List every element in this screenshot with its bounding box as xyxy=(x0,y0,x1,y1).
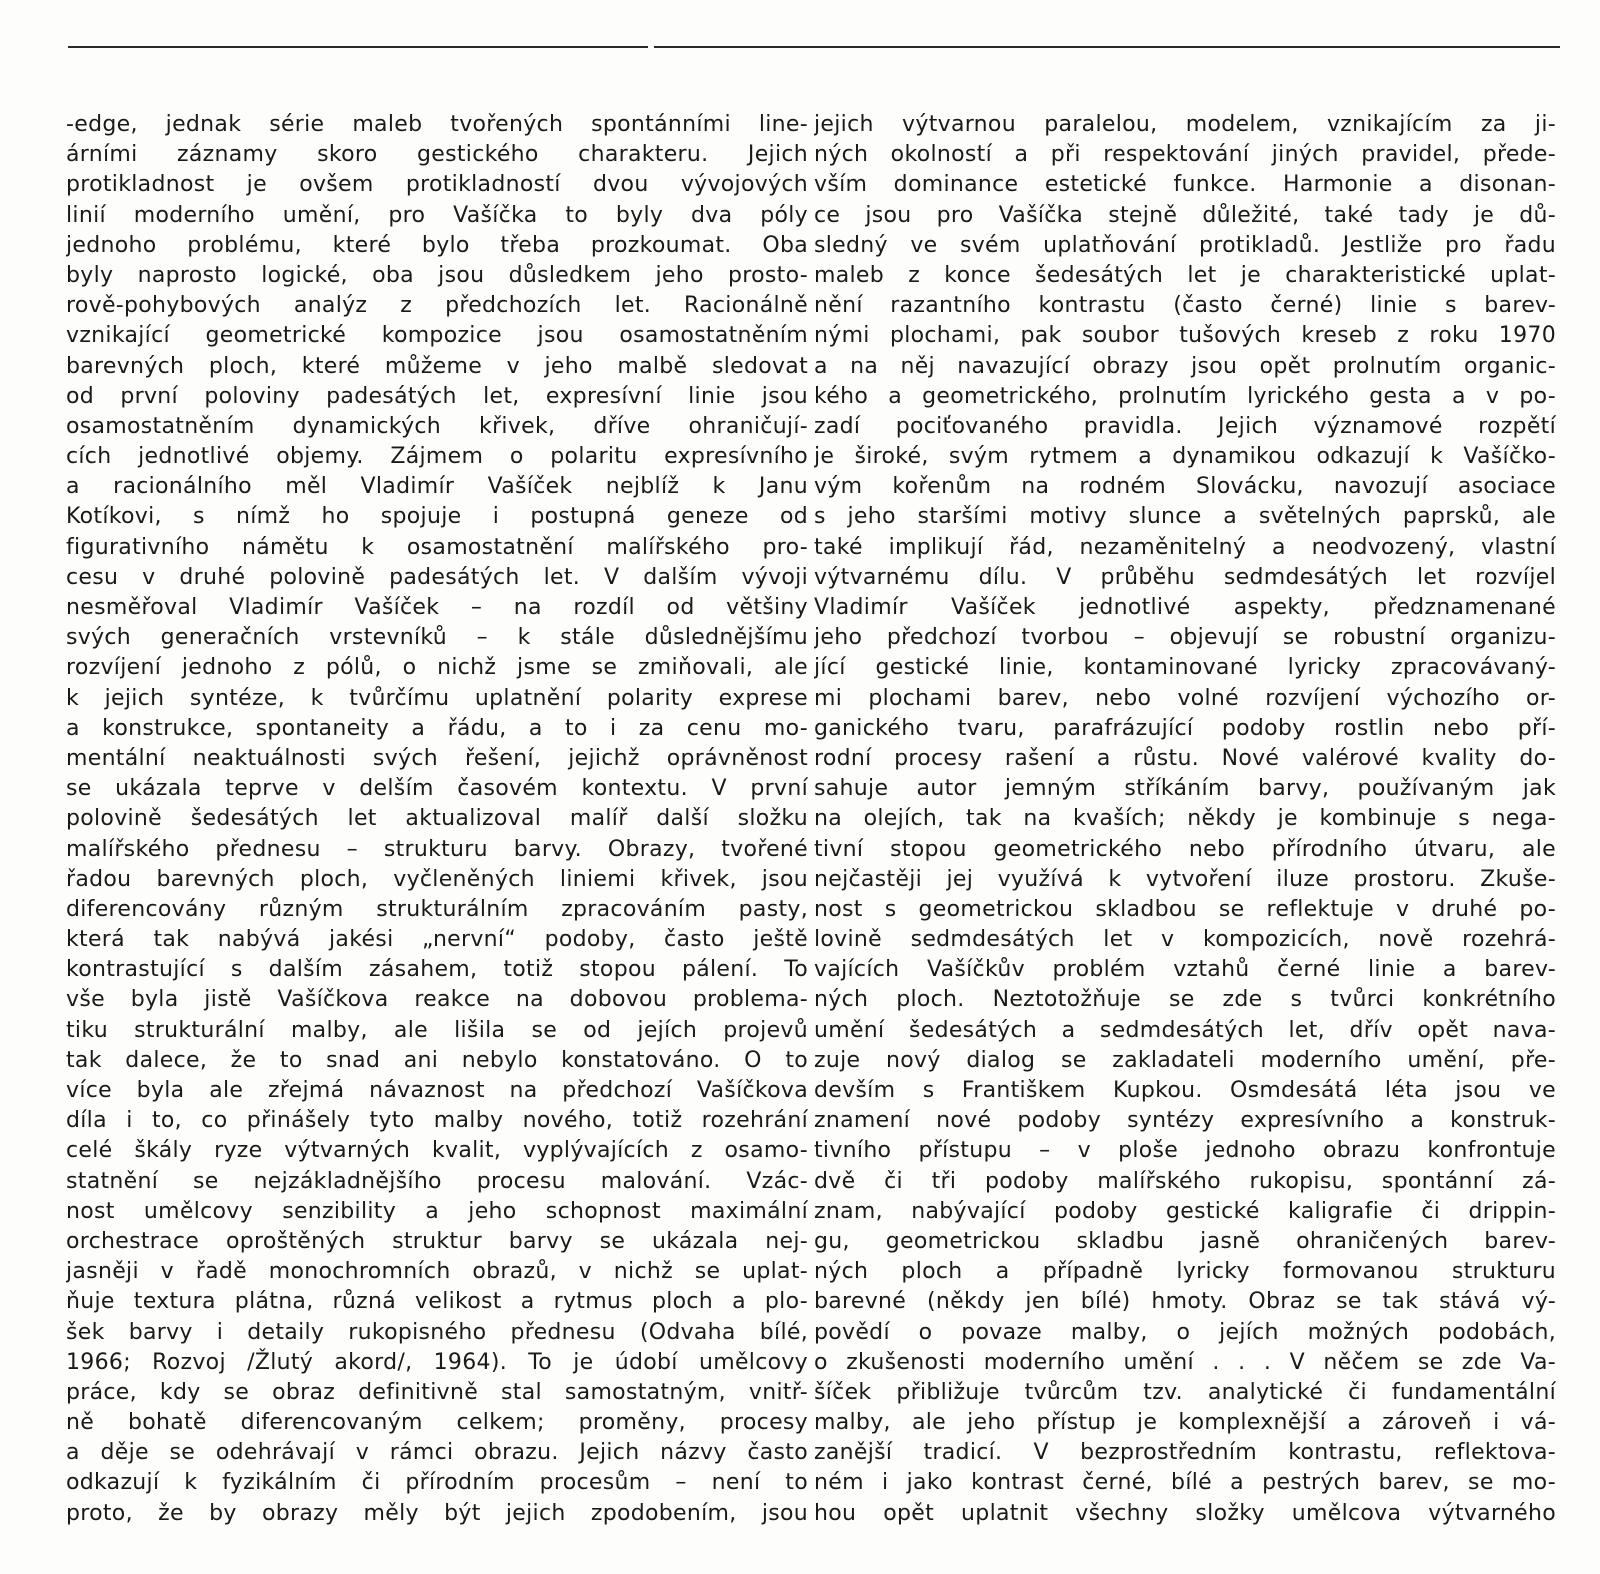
text-line: šíček přibližuje tvůrcům tzv. analytické či fundamentální xyxy=(814,1379,1556,1405)
text-line: orchestrace oproštěných struktur barvy se ukázala nej- xyxy=(66,1228,808,1254)
text-line: práce, kdy se obraz definitivně stal samostatným, vnitř- xyxy=(66,1379,808,1405)
left-text-column xyxy=(66,110,808,1540)
text-line: nění razantního kontrastu (často černé) linie s barev- xyxy=(814,293,1556,319)
text-line: rově-pohybových analýz z předchozích let. Racionálně xyxy=(66,293,808,319)
text-line: svých generačních vrstevníků – k stále důslednějšímu xyxy=(66,625,808,651)
text-line: zuje nový dialog se zakladateli moderního umění, pře- xyxy=(814,1047,1556,1073)
text-line: ných okolností a při respektování jiných pravidel, přede- xyxy=(814,142,1556,168)
text-line: jeho předchozí tvorbou – objevují se robustní organizu- xyxy=(814,625,1556,651)
text-line: vznikající geometrické kompozice jsou osamostatněním xyxy=(66,323,808,349)
text-line: vším dominance estetické funkce. Harmonie a disonan- xyxy=(814,172,1556,198)
text-line: kontrastující s dalším zásahem, totiž stopou pálení. To xyxy=(66,957,808,983)
text-line: cích jednotlivé objemy. Zájmem o polaritu expresívního xyxy=(66,444,808,470)
top-rule-left xyxy=(68,46,648,48)
text-line: rozvíjení jednoho z pólů, o nichž jsme se zmiňovali, ale xyxy=(66,655,808,681)
text-line: -edge, jednak série maleb tvořených spontánními line- xyxy=(66,112,808,137)
text-line: devším s Františkem Kupkou. Osmdesátá léta jsou ve xyxy=(814,1078,1556,1103)
text-line: nejčastěji jej využívá k vytvoření iluze prostoru. Zkuše- xyxy=(814,866,1556,892)
text-line: ňuje textura plátna, různá velikost a rytmus ploch a plo- xyxy=(66,1289,808,1315)
text-line: tivní stopou geometrického nebo přírodního útvaru, ale xyxy=(814,836,1556,862)
text-line: výtvarnému dílu. V průběhu sedmdesátých let rozvíjel xyxy=(814,564,1556,590)
text-line: je široké, svým rytmem a dynamikou odkazují k Vašíčko- xyxy=(814,444,1556,470)
text-line: linií moderního umění, pro Vašíčka to byly dva póly xyxy=(66,202,808,228)
text-line: figurativního námětu k osamostatnění malířského pro- xyxy=(66,534,808,560)
right-text-column xyxy=(814,110,1556,1540)
text-line: malířského přednesu – strukturu barvy. Obrazy, tvořené xyxy=(66,836,808,862)
text-line: ných ploch a případně lyricky formovanou strukturu xyxy=(814,1259,1556,1285)
text-line: jednoho problému, které bylo třeba prozkoumat. Oba xyxy=(66,232,808,258)
text-line: znamení nové podoby syntézy expresívního a konstruk- xyxy=(814,1108,1556,1134)
text-line: vým kořenům na rodném Slovácku, navozují asociace xyxy=(814,474,1556,500)
text-line: árními záznamy skoro gestického charakteru. Jejich xyxy=(66,142,808,168)
text-line: nost umělcovy senzibility a jeho schopnost maximální xyxy=(66,1198,808,1224)
text-line: ném i jako kontrast černé, bílé a pestrých barev, se mo- xyxy=(814,1470,1556,1496)
text-line: mi plochami barev, nebo volné rozvíjení výchozího or- xyxy=(814,685,1556,711)
text-line: diferencovány různým strukturálním zpracováním pasty, xyxy=(66,896,808,922)
text-line: lovině sedmdesátých let v kompozicích, nově rozehrá- xyxy=(814,927,1556,953)
text-line: ných ploch. Neztotožňuje se zde s tvůrci konkrétního xyxy=(814,987,1556,1013)
text-line: jejich výtvarnou paralelou, modelem, vznikajícím za ji- xyxy=(814,112,1556,137)
text-line: a na něj navazující obrazy jsou opět prolnutím organic- xyxy=(814,353,1556,379)
text-line: jící gestické linie, kontaminované lyricky zpracovávaný- xyxy=(814,655,1556,681)
text-line: znam, nabývající podoby gestické kaligrafie či drippin- xyxy=(814,1198,1556,1224)
text-line: polovině šedesátých let aktualizoval malíř další složku xyxy=(66,806,808,832)
text-line: tak dalece, že to snad ani nebylo konstatováno. O to xyxy=(66,1047,808,1073)
text-line: odkazují k fyzikálním či přírodním procesům – není to xyxy=(66,1470,808,1496)
text-line: s jeho staršími motivy slunce a světelných paprsků, ale xyxy=(814,504,1556,530)
text-line: Vladimír Vašíček jednotlivé aspekty, předznamenané xyxy=(814,595,1556,620)
text-line: díla i to, co přinášely tyto malby nového, totiž rozehrání xyxy=(66,1108,808,1134)
text-line: zadí pociťovaného pravidla. Jejich významové rozpětí xyxy=(814,413,1556,439)
top-rule-right xyxy=(654,46,1560,48)
text-line: 1966; Rozvoj /Žlutý akord/, 1964). To je údobí umělcovy xyxy=(66,1349,808,1375)
text-line: rodní procesy rašení a růstu. Nové valérové kvality do- xyxy=(814,745,1556,771)
text-line: nost s geometrickou skladbou se reflektuje v druhé po- xyxy=(814,896,1556,922)
text-line: umění šedesátých a sedmdesátých let, dřív opět nava- xyxy=(814,1017,1556,1043)
text-line: řadou barevných ploch, vyčleněných liniemi křivek, jsou xyxy=(66,866,808,892)
text-line: sledný ve svém uplatňování protikladů. Jestliže pro řadu xyxy=(814,232,1556,258)
text-line: malby, ale jeho přístup je komplexnější a zároveň i vá- xyxy=(814,1410,1556,1436)
text-line: ganického tvaru, parafrázující podoby rostlin nebo pří- xyxy=(814,715,1556,741)
text-line: také implikují řád, nezaměnitelný a neodvozený, vlastní xyxy=(814,534,1556,560)
text-line: celé škály ryze výtvarných kvalit, vyplývajících z osamo- xyxy=(66,1138,808,1164)
text-line: od první poloviny padesátých let, expresívní linie jsou xyxy=(66,383,808,409)
text-line: gu, geometrickou skladbu jasně ohraničených barev- xyxy=(814,1228,1556,1254)
text-line: proto, že by obrazy měly být jejich zpodobením, jsou xyxy=(66,1500,808,1526)
text-line: ně bohatě diferencovaným celkem; proměny, procesy xyxy=(66,1410,808,1436)
text-line: tivního přístupu – v ploše jednoho obrazu konfrontuje xyxy=(814,1138,1556,1164)
text-line: barevných ploch, které můžeme v jeho malbě sledovat xyxy=(66,353,808,379)
text-line: povědí o povaze malby, o jejích možných podobách, xyxy=(814,1319,1556,1345)
text-line: sahuje autor jemným stříkáním barvy, používaným jak xyxy=(814,776,1556,802)
text-line: byly naprosto logické, oba jsou důsledkem jeho prosto- xyxy=(66,262,808,288)
text-line: osamostatněním dynamických křivek, dříve ohraničují- xyxy=(66,413,808,439)
text-line: mentální neaktuálnosti svých řešení, jejichž oprávněnost xyxy=(66,745,808,771)
text-line: nesměřoval Vladimír Vašíček – na rozdíl od většiny xyxy=(66,595,808,620)
text-line: protikladnost je ovšem protikladností dvou vývojových xyxy=(66,172,808,198)
text-line: na olejích, tak na kvaších; někdy je kombinuje s nega- xyxy=(814,806,1556,832)
text-line: šek barvy i detaily rukopisného přednesu (Odvaha bílé, xyxy=(66,1319,808,1345)
text-line: o zkušenosti moderního umění . . . V něčem se zde Va- xyxy=(814,1349,1556,1375)
text-line: statnění se nejzákladnějšího procesu malování. Vzác- xyxy=(66,1168,808,1194)
text-line: a racionálního měl Vladimír Vašíček nejblíž k Janu xyxy=(66,474,808,500)
text-line: a děje se odehrávají v rámci obrazu. Jejich názvy často xyxy=(66,1440,808,1466)
text-line: maleb z konce šedesátých let je charakteristické uplat- xyxy=(814,262,1556,288)
text-line: více byla ale zřejmá návaznost na předchozí Vašíčkova xyxy=(66,1078,808,1103)
text-line: ce jsou pro Vašíčka stejně důležité, také tady je dů- xyxy=(814,202,1556,228)
text-line: barevné (někdy jen bílé) hmoty. Obraz se tak stává vý- xyxy=(814,1289,1556,1315)
text-line: kého a geometrického, prolnutím lyrického gesta a v po- xyxy=(814,383,1556,409)
text-line: tiku strukturální malby, ale lišila se od jejích projevů xyxy=(66,1017,808,1043)
text-line: a konstrukce, spontaneity a řádu, a to i za cenu mo- xyxy=(66,715,808,741)
text-line: k jejich syntéze, k tvůrčímu uplatnění polarity exprese xyxy=(66,685,808,711)
text-line: vajících Vašíčkův problém vztahů černé linie a barev- xyxy=(814,957,1556,983)
text-line: vše byla jistě Vašíčkova reakce na dobovou problema- xyxy=(66,987,808,1013)
text-line: Kotíkovi, s nímž ho spojuje i postupná geneze od xyxy=(66,504,808,530)
text-line: cesu v druhé polovině padesátých let. V dalším vývoji xyxy=(66,564,808,590)
text-line: nými plochami, pak soubor tušových kreseb z roku 1970 xyxy=(814,323,1556,349)
text-line: zanější tradicí. V bezprostředním kontrastu, reflektova- xyxy=(814,1440,1556,1466)
text-line: se ukázala teprve v delším časovém kontextu. V první xyxy=(66,776,808,802)
text-line: hou opět uplatnit všechny složky umělcova výtvarného xyxy=(814,1500,1556,1526)
text-line: jasněji v řadě monochromních obrazů, v nichž se uplat- xyxy=(66,1259,808,1285)
text-line: dvě či tři podoby malířského rukopisu, spontánní zá- xyxy=(814,1168,1556,1194)
text-line: která tak nabývá jakési „nervní“ podoby, často ještě xyxy=(66,927,808,953)
